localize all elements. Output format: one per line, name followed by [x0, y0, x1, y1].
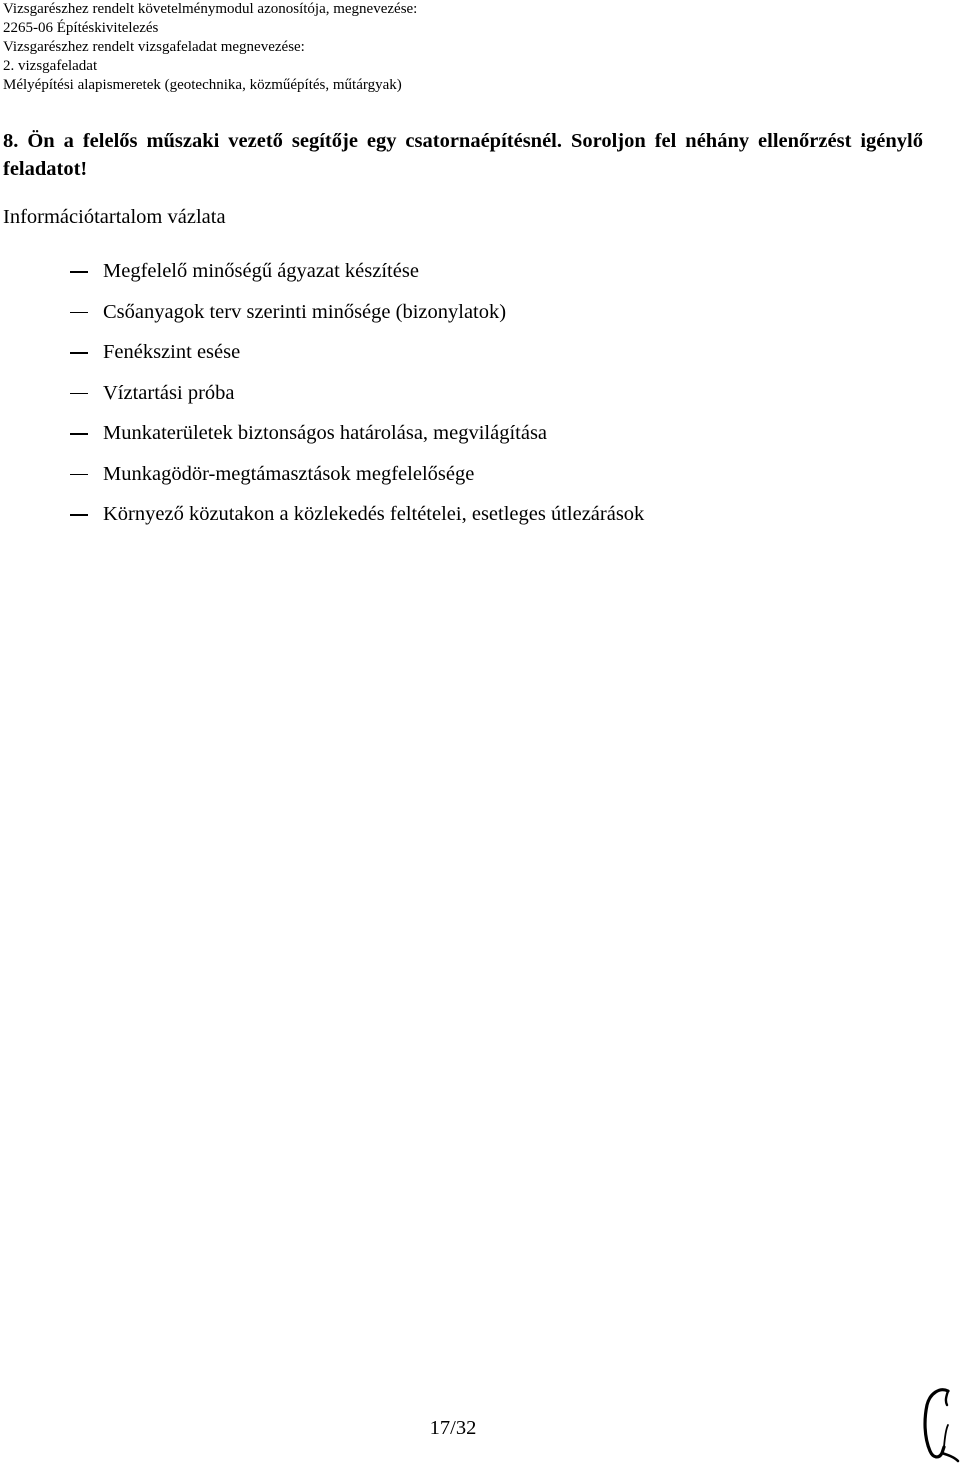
header-module-label: Vizsgarészhez rendelt követelménymodul azonosítója, megnevezése:	[3, 1, 418, 17]
header-task-label: Vizsgarészhez rendelt vizsgafeladat megnevezése:	[3, 39, 305, 55]
document-header	[3, 0, 417, 95]
dash-bullet-icon	[70, 352, 88, 354]
header-module-name: 2265-06 Építéskivitelezés	[3, 20, 159, 36]
dash-bullet-icon	[70, 474, 88, 476]
dash-bullet-icon	[70, 271, 88, 273]
question-heading: 8. Ön a felelős műszaki vezető segítője egy csatornaépítésnél. Soroljon fel néhány ellenőrzést igénylő feladatot!	[3, 130, 923, 180]
dash-bullet-icon	[70, 433, 88, 435]
dash-bullet-icon	[70, 312, 88, 314]
header-task-name: Mélyépítési alapismeretek (geotechnika, közműépítés, műtárgyak)	[3, 77, 402, 93]
list-item-text: Munkaterületek biztonságos határolása, megvilágítása	[103, 422, 548, 444]
list-item-text: Környező közutakon a közlekedés feltételei, esetleges útlezárások	[103, 503, 645, 525]
publisher-logo-icon	[918, 1385, 960, 1463]
outline-title: Információtartalom vázlata	[3, 206, 226, 228]
dash-bullet-icon	[70, 514, 88, 516]
list-item-text: Megfelelő minőségű ágyazat készítése	[103, 260, 419, 282]
list-item-text: Munkagödör-megtámasztások megfelelősége	[103, 462, 475, 485]
page-number: 17/32	[429, 1417, 477, 1439]
dash-bullet-icon	[70, 393, 88, 395]
list-item-text: Csőanyagok terv szerinti minősége (bizonylatok)	[103, 300, 507, 323]
list-item-text: Víztartási próba	[103, 381, 235, 404]
header-task-number: 2. vizsgafeladat	[3, 58, 98, 74]
list-item-text: Fenékszint esése	[103, 341, 241, 363]
